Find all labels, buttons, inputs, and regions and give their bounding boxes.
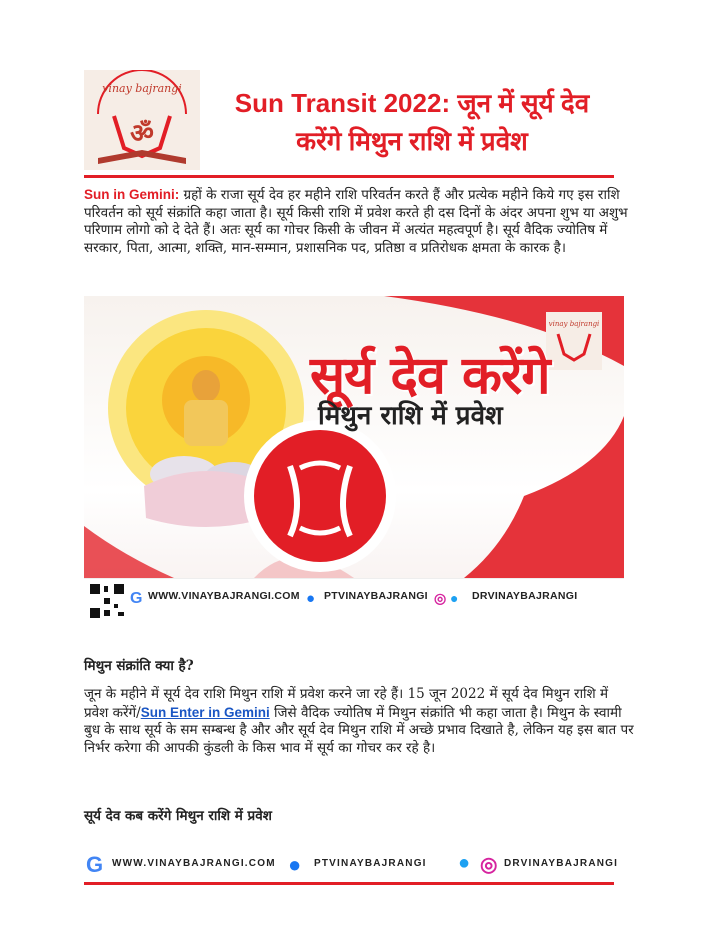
page-title xyxy=(202,84,622,160)
footer-website: WWW.VINAYBAJRANGI.COM xyxy=(112,858,276,869)
banner-logo-text: vinay bajrangi xyxy=(548,320,600,328)
footer-facebook: PTVINAYBAJRANGI xyxy=(314,858,427,869)
footer-social: DRVINAYBAJRANGI xyxy=(504,858,619,869)
page-footer xyxy=(84,852,619,892)
banner-google-icon: G xyxy=(130,590,143,607)
google-icon: G xyxy=(86,852,104,877)
banner-website: WWW.VINAYBAJRANGI.COM xyxy=(148,590,300,602)
banner-instagram-icon: ◎ xyxy=(434,590,447,606)
header-divider xyxy=(84,175,614,178)
banner-social: DRVINAYBAJRANGI xyxy=(472,590,578,602)
para-text-before: जून के महीने में सूर्य देव राशि मिथुन राशि में प्रवेश करने जा रहे हैं। 15 जून 2022 में सूर्य देव मिथुन राशि में प्रवेश करेंगें/ xyxy=(84,686,609,721)
section-heading-2: सूर्य देव कब करेंगे मिथुन राशि में प्रवेश xyxy=(84,808,272,824)
banner-subtitle: मिथुन राशि में प्रवेश xyxy=(318,401,503,431)
section-heading-1: मिथुन संक्रांति क्या है? xyxy=(84,658,194,674)
banner-twitter-icon: ● xyxy=(450,590,459,606)
qr-code-icon xyxy=(88,582,126,620)
intro-paragraph xyxy=(84,186,636,257)
section-paragraph-1 xyxy=(84,686,636,757)
title-line-2: करेंगे मिथुन राशि में प्रवेश xyxy=(296,126,528,156)
twitter-icon: ● xyxy=(458,852,471,874)
intro-lead: Sun in Gemini: xyxy=(84,187,180,202)
footer-divider xyxy=(84,882,614,885)
gemini-symbol-icon xyxy=(254,430,386,562)
svg-text:ॐ: ॐ xyxy=(130,119,154,149)
sun-enter-gemini-link[interactable]: Sun Enter in Gemini xyxy=(140,704,270,720)
facebook-icon: ● xyxy=(288,852,302,877)
logo-text: vinay bajrangi xyxy=(102,82,182,95)
vinay-bajrangi-logo xyxy=(84,70,200,170)
banner-title: सूर्य देव करेंगे xyxy=(310,346,550,406)
intro-text: ग्रहों के राजा सूर्य देव हर महीने राशि परिवर्तन करते हैं और प्रत्येक महीने किये गए इस राशि परिवर्तन को सूर्य संक्रांति कहा जाता है। सूर्य किसी राशि में प्रवेश करते ही दस दिनों के अंदर अपना शुभ या अशुभ परिणाम लोगो को दे देते हैं। अतः सूर्य का गोचर किसी के जीवन में अत्यंत महत्वपूर्ण है। सूर्य वैदिक ज्योतिष में सरकार, पिता, आत्मा, शक्ति, मान-सम्मान, प्रशासनिक पद, प्रतिष्ठा व प्रतिरोधक क्षमता के कारक है। xyxy=(84,187,628,256)
banner-image xyxy=(84,296,624,621)
title-line-1: Sun Transit 2022: जून में सूर्य देव xyxy=(234,88,590,118)
banner-facebook-icon: ● xyxy=(306,590,316,607)
banner-facebook: PTVINAYBAJRANGI xyxy=(324,590,428,602)
page-header xyxy=(84,70,614,178)
instagram-icon: ◎ xyxy=(480,854,498,876)
para-text-after: जिसे वैदिक ज्योतिष में मिथुन संक्रांति भी कहा जाता है। मिथुन के स्वामी बुध के साथ सूर्य के सम सम्बन्ध है और और सूर्य देव मिथुन राशि में अच्छे प्रभाव दिखाते है, लेकिन यह इस बात पर निर्भर करेगा की आपकी कुंडली के किस भाव में सूर्य का गोचर कर रहे है। xyxy=(84,704,634,756)
